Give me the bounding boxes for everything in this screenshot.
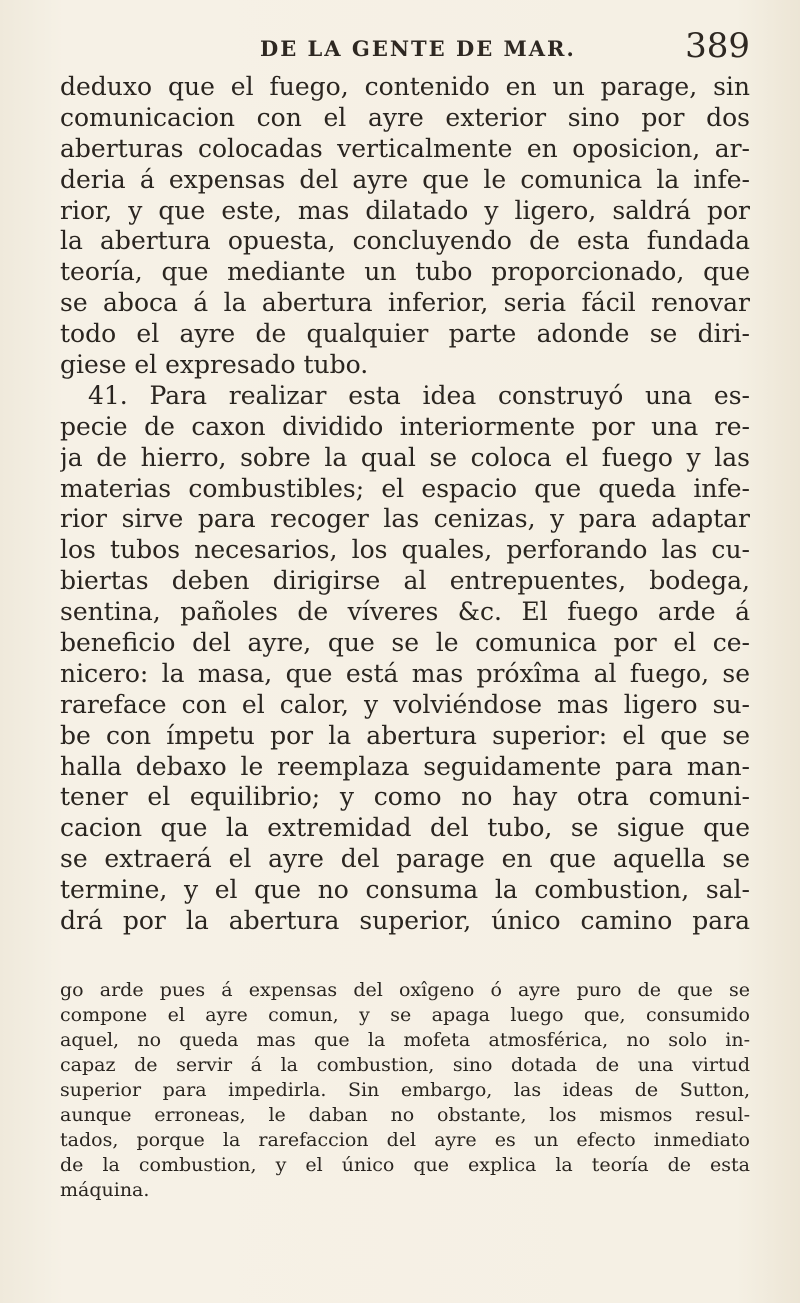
text-line: cacion que la extremidad del tubo, se sigue que: [60, 813, 750, 843]
text-line: sentina, pañoles de víveres &c. El fuego arde á: [60, 597, 750, 627]
footnote: [60, 978, 750, 1203]
text-line: materias combustibles; el espacio que queda infe-: [60, 473, 750, 503]
footnote-line: aunque erroneas, le daban no obstante, los mismos resul-: [60, 1104, 750, 1126]
text-line: biertas deben dirigirse al entrepuentes, bodega,: [60, 566, 750, 596]
footnote-line: capaz de servir á la combustion, sino dotada de una virtud: [60, 1054, 750, 1076]
text-line: rareface con el calor, y volviéndose mas ligero su-: [60, 689, 750, 719]
text-line: nicero: la masa, que está mas próxîma al fuego, se: [60, 658, 750, 688]
text-line: todo el ayre de qualquier parte adonde se diri-: [60, 319, 750, 349]
text-line: la abertura opuesta, concluyendo de esta fundada: [60, 226, 750, 256]
page-header: [60, 24, 750, 74]
text-line: teoría, que mediante un tubo proporcionado, que: [60, 257, 750, 287]
text-line: se aboca á la abertura inferior, seria fácil renovar: [60, 288, 750, 318]
text-line: be con ímpetu por la abertura superior: el que se: [60, 720, 750, 750]
text-line: los tubos necesarios, los quales, perforando las cu-: [60, 535, 750, 565]
footnote-line: compone el ayre comun, y se apaga luego que, consumido: [60, 1004, 750, 1026]
text-line: drá por la abertura superior, único camino para: [60, 906, 750, 936]
footnote-line: aquel, no queda mas que la mofeta atmosférica, no solo in-: [60, 1029, 750, 1051]
text-line: ja de hierro, sobre la qual se coloca el fuego y las: [60, 442, 750, 472]
main-text: [60, 72, 750, 937]
text-line: aberturas colocadas verticalmente en oposicion, ar-: [60, 133, 750, 163]
footnote-line: de la combustion, y el único que explica la teoría de esta: [60, 1154, 750, 1176]
text-line: rior, y que este, mas dilatado y ligero, saldrá por: [60, 195, 750, 225]
text-line: termine, y el que no consuma la combustion, sal-: [60, 875, 750, 905]
footnote-line: go arde pues á expensas del oxîgeno ó ayre puro de que se: [60, 979, 750, 1001]
footnote-line: máquina.: [60, 1179, 150, 1201]
text-line: pecie de caxon dividido interiormente por una re-: [60, 411, 750, 441]
text-line: deria á expensas del ayre que le comunica la infe-: [60, 164, 750, 194]
text-line: se extraerá el ayre del parage en que aquella se: [60, 844, 750, 874]
text-line: tener el equilibrio; y como no hay otra comuni-: [60, 782, 750, 812]
text-line: giese el expresado tubo.: [60, 350, 369, 380]
running-head: DE LA GENTE DE MAR.: [260, 36, 576, 61]
text-line: deduxo que el fuego, contenido en un parage, sin: [60, 72, 750, 101]
text-line: rior sirve para recoger las cenizas, y para adaptar: [60, 504, 750, 534]
text-line: halla debaxo le reemplaza seguidamente para man-: [60, 751, 750, 781]
text-line: 41. Para realizar esta idea construyó una es-: [88, 380, 750, 410]
text-line: beneficio del ayre, que se le comunica por el ce-: [60, 628, 750, 658]
footnote-line: tados, porque la rarefaccion del ayre es un efecto inmediato: [60, 1129, 750, 1151]
footnote-line: superior para impedirla. Sin embargo, las ideas de Sutton,: [60, 1079, 750, 1101]
text-line: comunicacion con el ayre exterior sino por dos: [60, 102, 750, 132]
page-number: 389: [685, 26, 750, 66]
